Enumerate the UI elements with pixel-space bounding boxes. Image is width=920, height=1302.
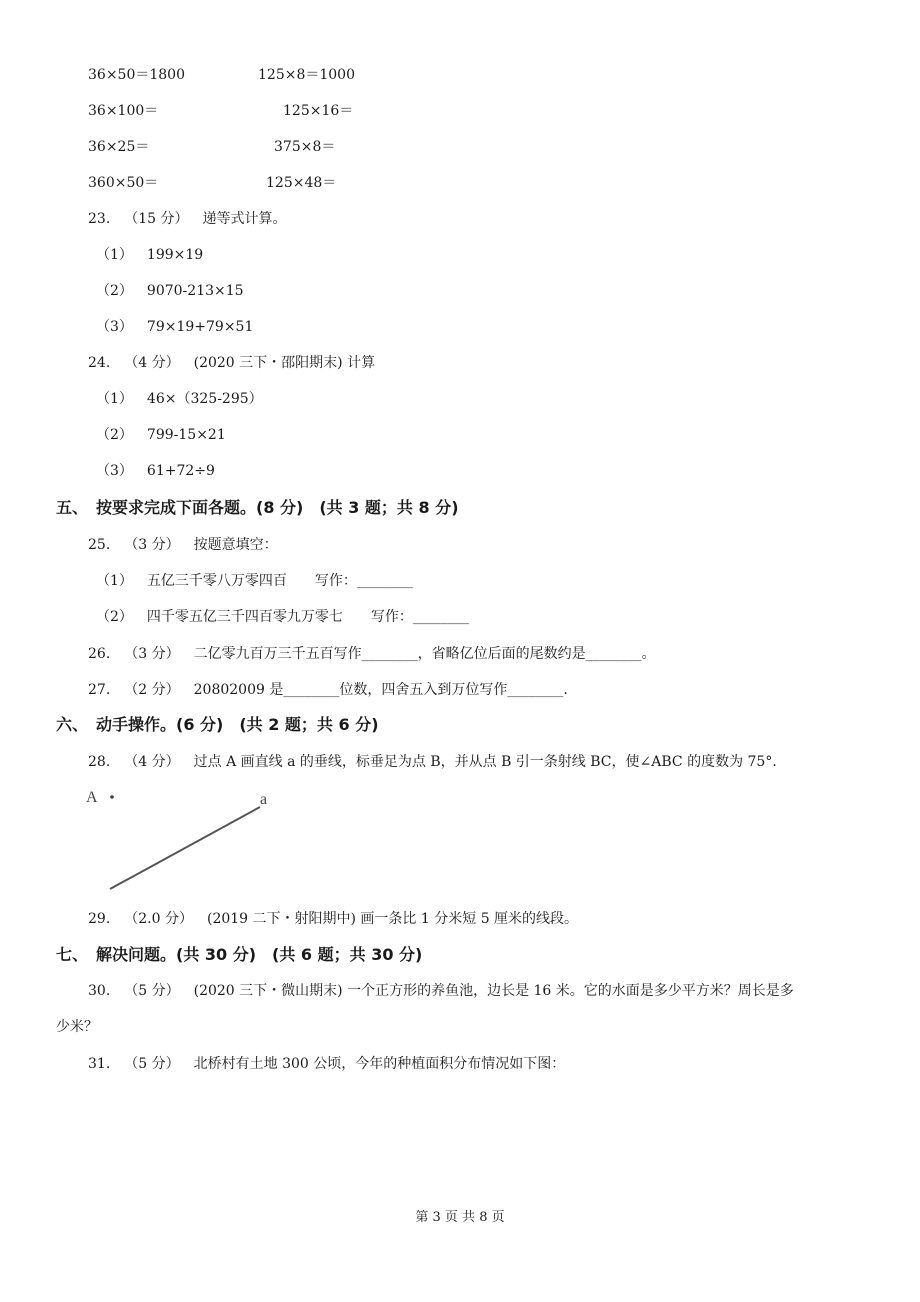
item-label: （2） xyxy=(96,609,133,625)
question-29 xyxy=(88,910,578,928)
q25-item-2 xyxy=(96,608,469,626)
question-score: （5 分） xyxy=(124,983,180,999)
question-23 xyxy=(88,210,287,228)
mult-row-3-right: 375×8＝ xyxy=(274,139,336,155)
question-28 xyxy=(88,753,786,771)
q23-item-3 xyxy=(96,318,253,336)
question-score: （15 分） xyxy=(124,211,189,227)
item-label: （1） xyxy=(96,247,133,263)
item-text: 199×19 xyxy=(146,247,204,263)
question-31 xyxy=(88,1055,565,1073)
question-number: 29. xyxy=(88,911,111,927)
mult-row-2-left: 36×100＝ xyxy=(88,103,159,119)
mult-row-3-left: 36×25＝ xyxy=(88,139,150,155)
point-a-dot xyxy=(110,795,114,799)
item-label: （3） xyxy=(96,463,133,479)
point-a-label: A xyxy=(86,789,98,806)
question-score: （4 分） xyxy=(124,355,180,371)
question-text: 过点 A 画直线 a 的垂线，标垂足为点 B，并从点 B 引一条射线 BC，使∠ABC 的度数为 75°． xyxy=(193,754,787,770)
item-text: 四千零五亿三千四百零九万零七 写作：________ xyxy=(146,609,469,625)
q23-item-2 xyxy=(96,282,244,300)
question-score: （3 分） xyxy=(124,646,180,662)
mult-row-1-right: 125×8＝1000 xyxy=(258,67,355,83)
question-30 xyxy=(88,982,794,1000)
question-text: (2020 三下・微山期末) 一个正方形的养鱼池，边长是 16 米。它的水面是多少平方米？周长是多 xyxy=(193,983,794,999)
question-text: (2019 二下・射阳期中) 画一条比 1 分米短 5 厘米的线段。 xyxy=(206,911,579,927)
question-text: 按题意填空： xyxy=(193,537,278,553)
line-a-figure xyxy=(82,782,292,894)
item-label: （1） xyxy=(96,391,133,407)
q23-item-1 xyxy=(96,246,203,264)
item-label: （2） xyxy=(96,283,133,299)
question-text: 二亿零九百万三千五百写作________，省略亿位后面的尾数约是________。 xyxy=(193,646,656,662)
mult-row-4-left: 360×50＝ xyxy=(88,175,159,191)
line-a-label: a xyxy=(260,791,268,808)
question-number: 26. xyxy=(88,646,111,662)
question-30-continued: 少米？ xyxy=(56,1019,98,1035)
question-number: 24. xyxy=(88,355,111,371)
question-number: 30. xyxy=(88,983,111,999)
question-number: 27. xyxy=(88,682,111,698)
item-text: 46×（325-295） xyxy=(146,391,263,407)
question-27 xyxy=(88,681,568,699)
question-24 xyxy=(88,354,375,372)
q24-item-3 xyxy=(96,462,215,480)
q24-item-1 xyxy=(96,390,263,408)
question-text: 20802009 是________位数，四舍五入到万位写作________. xyxy=(193,682,568,698)
question-text: 北桥村有土地 300 公顷，今年的种植面积分布情况如下图： xyxy=(193,1056,566,1072)
q24-item-2 xyxy=(96,426,226,444)
section-5-heading: 五、 按要求完成下面各题。(8 分) (共 3 题；共 8 分) xyxy=(56,498,459,517)
line-a xyxy=(110,807,260,889)
question-text: (2020 三下・邵阳期末) 计算 xyxy=(193,355,376,371)
item-text: 61+72÷9 xyxy=(146,463,215,479)
question-score: （3 分） xyxy=(124,537,180,553)
question-number: 28. xyxy=(88,754,111,770)
question-score: （5 分） xyxy=(124,1056,180,1072)
question-text: 递等式计算。 xyxy=(202,211,287,227)
question-number: 31. xyxy=(88,1056,111,1072)
section-7-heading: 七、 解决问题。(共 30 分) (共 6 题；共 30 分) xyxy=(56,945,423,964)
question-25 xyxy=(88,536,278,554)
item-label: （3） xyxy=(96,319,133,335)
item-label: （2） xyxy=(96,427,133,443)
question-26 xyxy=(88,645,656,663)
mult-row-4-right: 125×48＝ xyxy=(266,175,337,191)
q25-item-1 xyxy=(96,572,413,590)
item-text: 9070-213×15 xyxy=(146,283,244,299)
question-score: （4 分） xyxy=(124,754,180,770)
mult-row-2-right: 125×16＝ xyxy=(283,103,354,119)
item-text: 79×19+79×51 xyxy=(146,319,254,335)
page-footer: 第 3 页 共 8 页 xyxy=(415,1210,505,1225)
question-score: （2.0 分） xyxy=(124,911,193,927)
item-text: 五亿三千零八万零四百 写作：________ xyxy=(146,573,413,589)
mult-row-1-left: 36×50＝1800 xyxy=(88,67,185,83)
section-6-heading: 六、 动手操作。(6 分) (共 2 题；共 6 分) xyxy=(56,715,379,734)
question-score: （2 分） xyxy=(124,682,180,698)
question-number: 23. xyxy=(88,211,111,227)
item-label: （1） xyxy=(96,573,133,589)
question-number: 25. xyxy=(88,537,111,553)
item-text: 799-15×21 xyxy=(146,427,226,443)
